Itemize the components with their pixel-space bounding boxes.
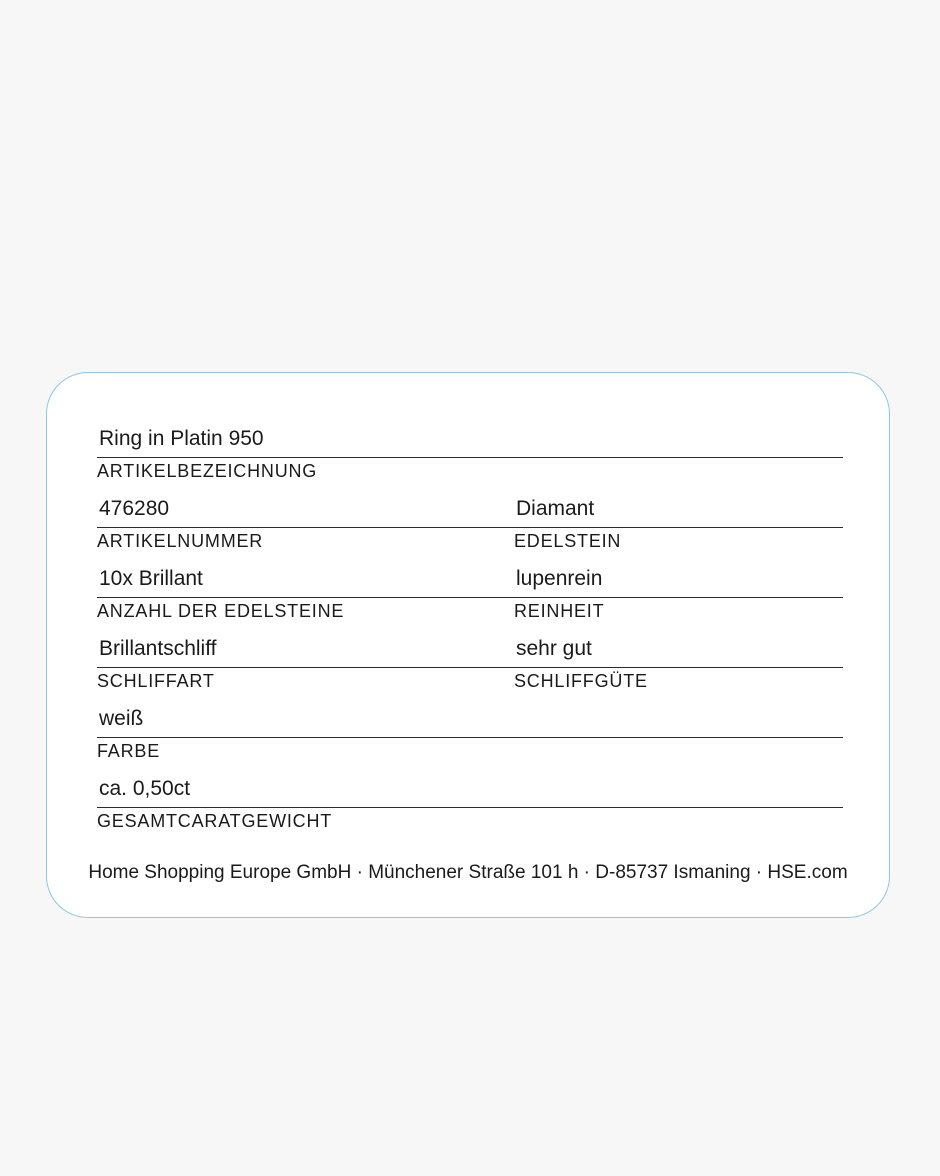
cut-grade-label: SCHLIFFGÜTE	[514, 671, 648, 691]
field-gem-count	[97, 564, 514, 622]
field-cut-grade	[514, 634, 843, 692]
cut-type-value: Brillantschliff	[99, 637, 217, 660]
divider	[97, 597, 514, 598]
article-number-label: ARTIKELNUMMER	[97, 531, 264, 551]
divider	[514, 597, 843, 598]
cut-type-label: SCHLIFFART	[97, 671, 215, 691]
clarity-label: REINHEIT	[514, 601, 605, 621]
divider	[97, 667, 514, 668]
field-color	[97, 704, 843, 762]
field-total-carat	[97, 774, 843, 832]
divider	[97, 807, 843, 808]
cut-grade-value: sehr gut	[516, 637, 592, 660]
divider	[97, 457, 843, 458]
field-article-name	[97, 424, 843, 482]
divider	[97, 737, 843, 738]
article-name-label: ARTIKELBEZEICHNUNG	[97, 461, 318, 481]
article-number-value: 476280	[99, 497, 170, 520]
clarity-value: lupenrein	[516, 567, 603, 590]
color-value: weiß	[99, 707, 144, 730]
divider	[514, 667, 843, 668]
field-cut-type	[97, 634, 514, 692]
certificate-card	[46, 372, 890, 918]
article-name-value: Ring in Platin 950	[99, 427, 264, 450]
gem-count-label: ANZAHL DER EDELSTEINE	[97, 601, 345, 621]
company-footer: Home Shopping Europe GmbH · Münchener Straße 101 h · D-85737 Ismaning · HSE.com	[88, 862, 848, 883]
divider	[97, 527, 514, 528]
gemstone-value: Diamant	[516, 497, 595, 520]
total-carat-value: ca. 0,50ct	[99, 777, 191, 800]
field-article-number	[97, 494, 514, 552]
total-carat-label: GESAMTCARATGEWICHT	[97, 811, 333, 831]
divider	[514, 527, 843, 528]
gemstone-label: EDELSTEIN	[514, 531, 622, 551]
field-clarity	[514, 564, 843, 622]
gem-count-value: 10x Brillant	[99, 567, 203, 590]
color-label: FARBE	[97, 741, 161, 761]
field-gemstone	[514, 494, 843, 552]
